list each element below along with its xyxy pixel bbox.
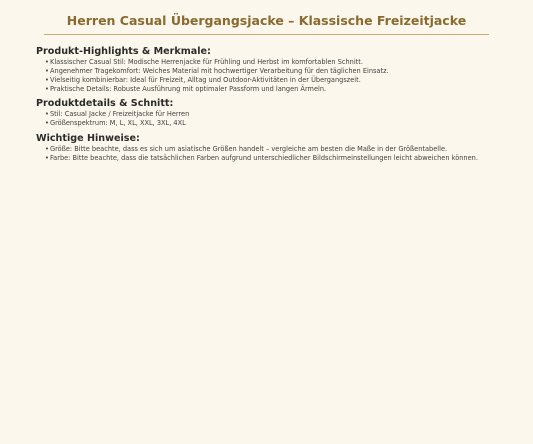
list-item xyxy=(45,119,516,128)
section-details xyxy=(36,98,516,128)
bullet-icon: • xyxy=(45,119,49,128)
list-item xyxy=(45,76,516,85)
section-highlights xyxy=(36,46,516,94)
list-item xyxy=(45,145,516,154)
bullet-icon: • xyxy=(45,67,49,76)
list-item-text: Größenspektrum: M, L, XL, XXL, 3XL, 4XL xyxy=(50,119,186,128)
list-item-text: Angenehmer Tragekomfort: Weiches Material mit hochwertiger Verarbeitung für den täglichen Einsatz. xyxy=(50,67,389,76)
content-area xyxy=(36,46,516,163)
title-divider xyxy=(44,34,489,35)
list-item-text: Farbe: Bitte beachte, dass die tatsächlichen Farben aufgrund unterschiedlicher Bildschirmeinstellungen leicht abweichen können. xyxy=(50,153,478,162)
bullet-list xyxy=(36,145,516,163)
bullet-icon: • xyxy=(45,85,49,94)
bullet-list xyxy=(36,58,516,94)
page-title: Herren Casual Übergangsjacke – Klassische Freizeitjacke xyxy=(66,13,467,28)
list-item-text: Größe: Bitte beachte, dass es sich um asiatische Größen handelt – vergleiche am besten die Maße in der Größentabelle. xyxy=(50,144,448,153)
list-item-text: Stil: Casual Jacke / Freizeitjacke für Herren xyxy=(50,110,190,119)
section-heading: Produkt-Highlights & Merkmale: xyxy=(36,46,211,57)
list-item xyxy=(45,58,516,67)
bullet-icon: • xyxy=(45,58,49,66)
section-notes xyxy=(36,133,516,163)
bullet-icon: • xyxy=(45,110,49,119)
section-heading: Wichtige Hinweise: xyxy=(36,132,140,144)
list-item xyxy=(45,85,516,94)
list-item-text: Praktische Details: Robuste Ausführung mit optimaler Passform und langen Ärmeln. xyxy=(50,85,327,94)
list-item-text: Vielseitig kombinierbar: Ideal für Freizeit, Alltag und Outdoor-Aktivitäten in der Übergangszeit. xyxy=(50,76,361,85)
section-heading: Produktdetails & Schnitt: xyxy=(36,98,174,110)
bullet-icon: • xyxy=(45,144,49,153)
bullet-icon: • xyxy=(45,153,49,162)
list-item-text: Klassischer Casual Stil: Modische Herrenjacke für Frühling und Herbst im komfortablen Schnitt. xyxy=(50,58,363,66)
bullet-icon: • xyxy=(45,76,49,85)
list-item xyxy=(45,67,516,76)
list-item xyxy=(45,110,516,119)
bullet-list xyxy=(36,110,516,128)
list-item xyxy=(45,154,516,163)
